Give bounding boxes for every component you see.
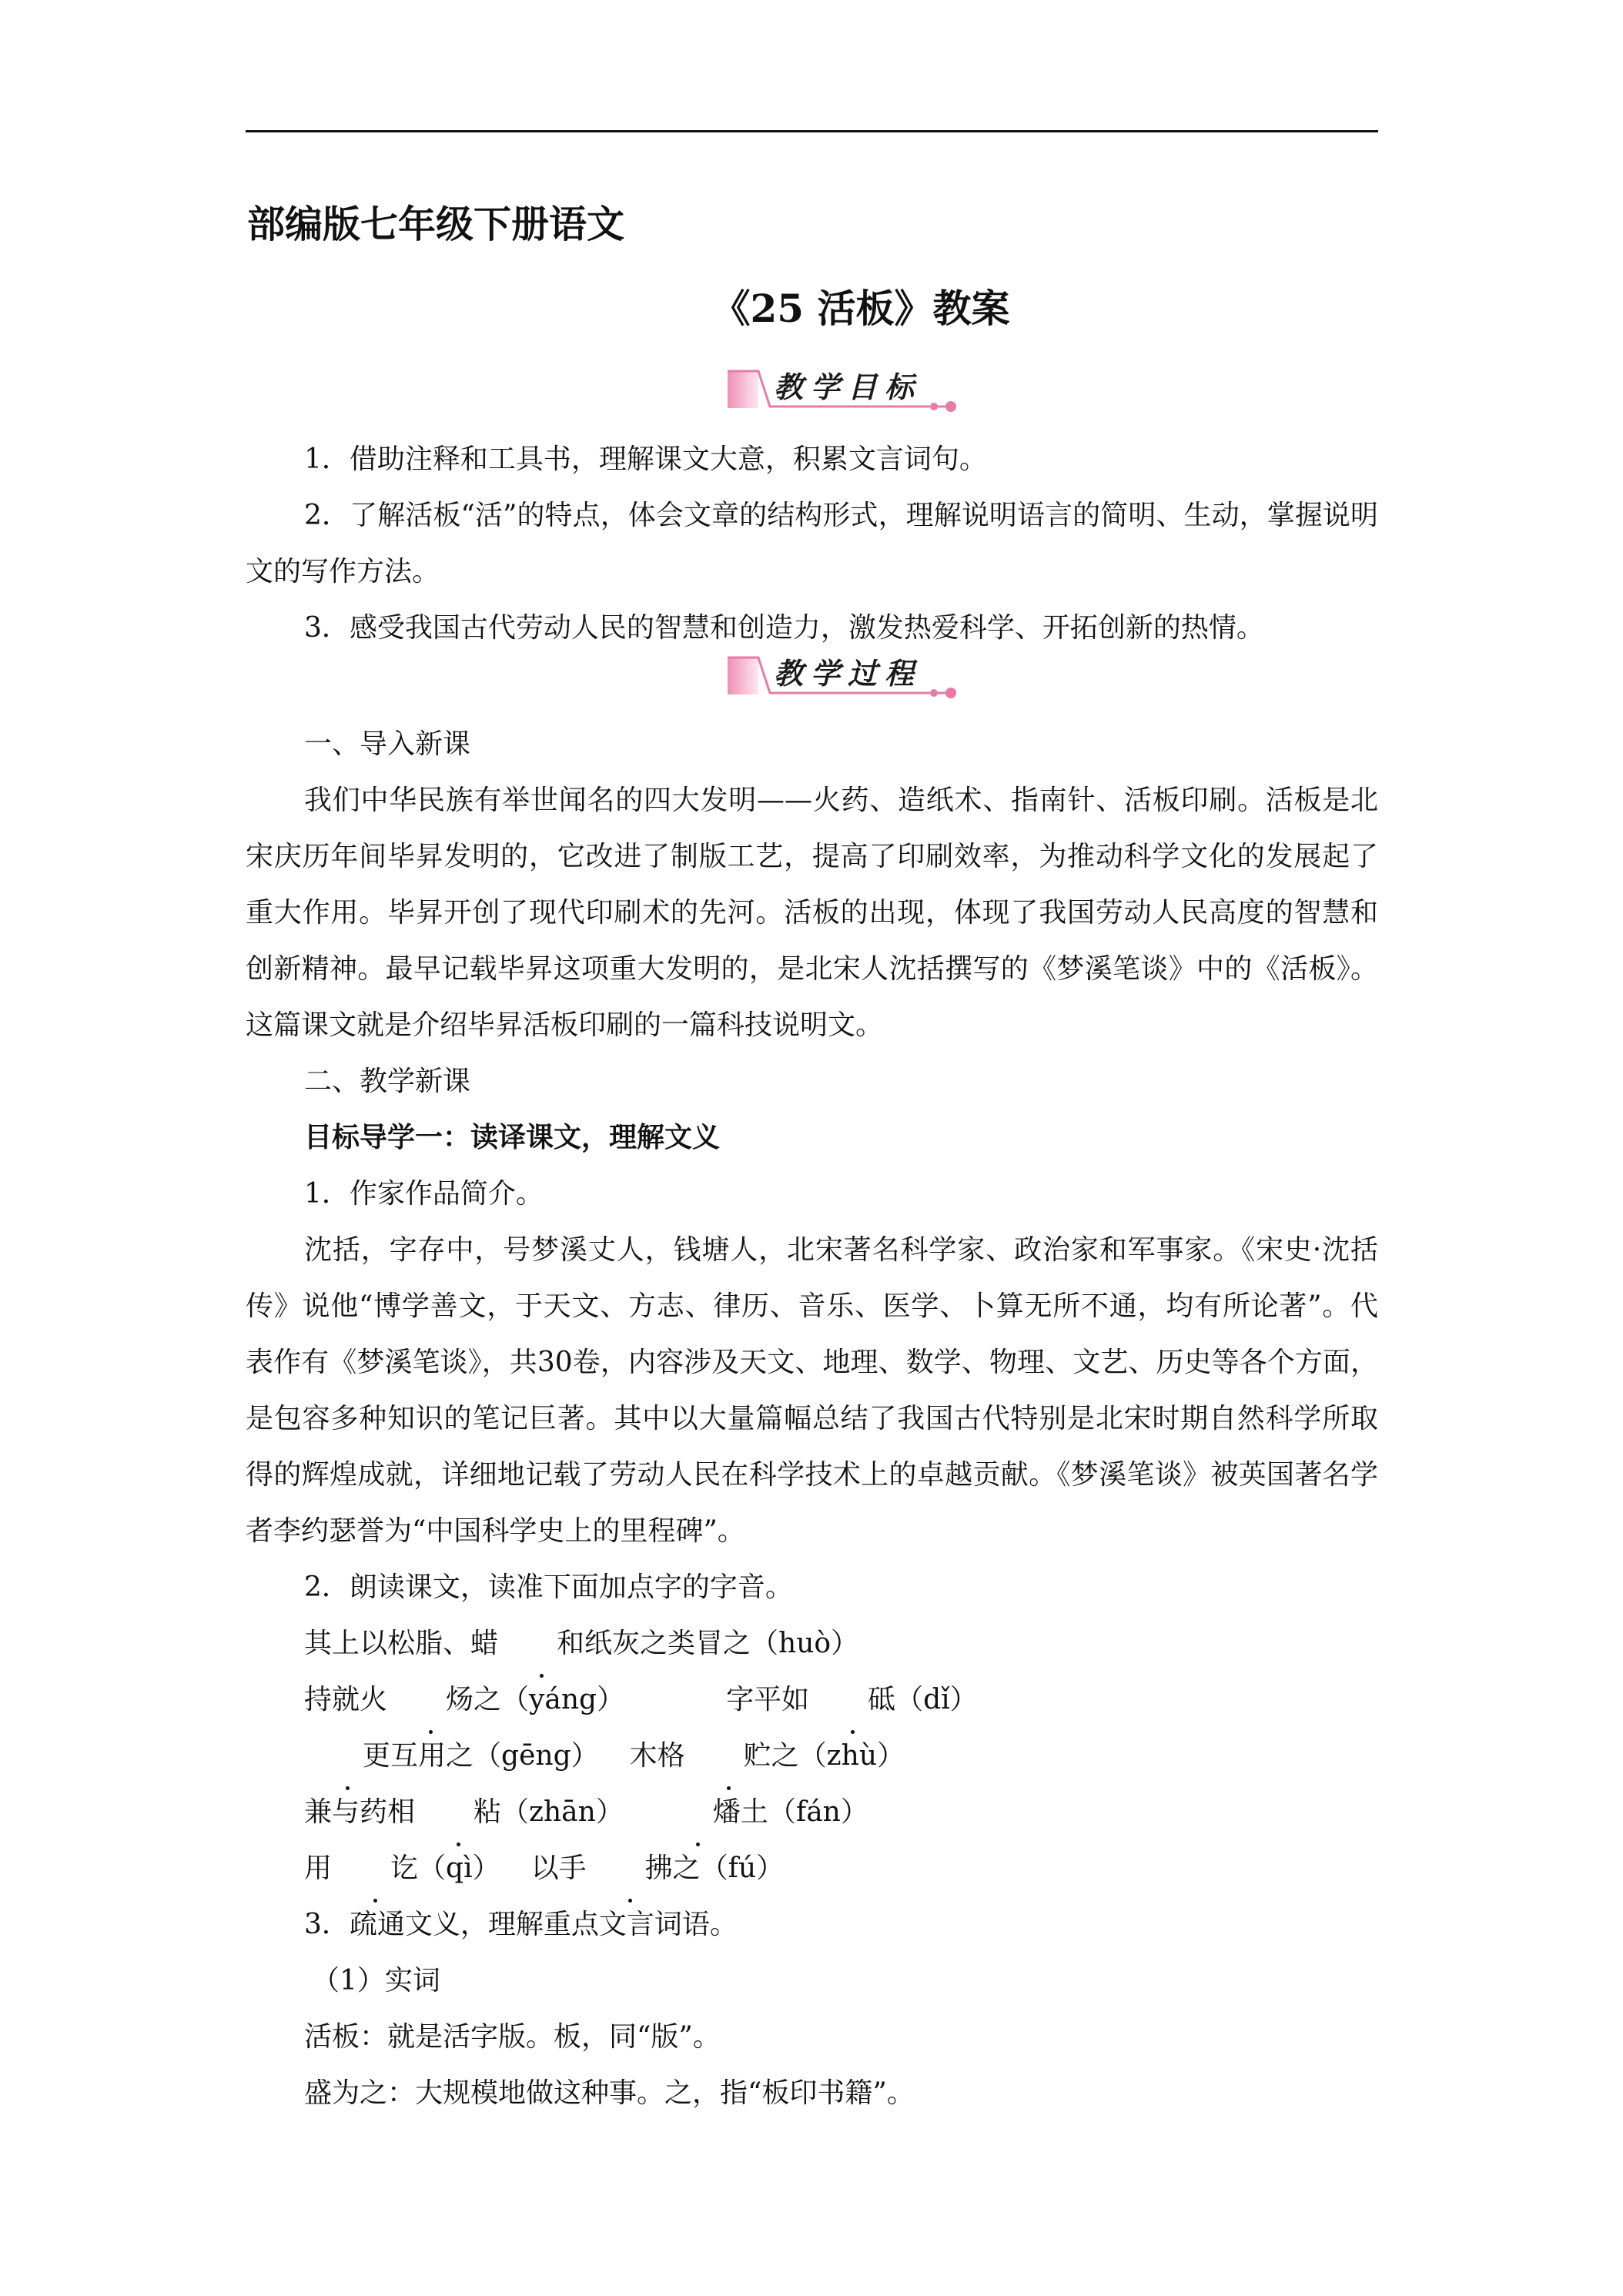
dotted-char: 砥	[809, 1672, 895, 1728]
dotted-char: 和	[498, 1615, 584, 1672]
pronunciation-line: 兼与药相 粘（zhān） 燔土（fán）	[246, 1784, 1378, 1840]
objective-item: 2．了解活板“活”的特点，体会文章的结构形式，理解说明语言的简明、生动，掌握说明文的写作方法。	[246, 500, 1378, 587]
pinyin: （huò）	[751, 1628, 859, 1659]
part2-heading: 二、教学新课	[304, 1066, 471, 1097]
part1-text: 我们中华民族有举世闻名的四大发明——火药、造纸术、指南针、活板印刷。活板是北宋庆历年间毕昇发明的，它改进了制版工艺，提高了印刷效率，为推动科学文化的发展起了重大作用。毕昇开创了现代印刷术的先河。活板的出现，体现了我国劳动人民高度的智慧和创新精神。最早记载毕昇这项重大发明的，是北宋人沈括撰写的《梦溪笔谈》中的《活板》。这篇课文就是介绍毕昇活板印刷的一篇科技说明文。	[246, 785, 1378, 1041]
dotted-char: 炀	[387, 1672, 474, 1728]
dotted-char: 粘	[415, 1784, 501, 1840]
objectives-badge-label: 教学目标	[774, 370, 922, 404]
item1-text: 沈括，字存中，号梦溪丈人，钱塘人，北宋著名科学家、政治家和军事家。《宋史·沈括传》说他“博学善文，于天文、方志、律历、音乐、医学、卜算无所不通，均有所论著”。代表作有《梦溪笔谈》，共30卷，内容涉及天文、地理、数学、物理、文艺、历史等各个方面，是包容多种知识的笔记巨著。其中以大量篇幅总结了我国古代特别是北宋时期自然科学所取得的辉煌成就，详细地记载了劳动人民在科学技术上的卓越贡献。《梦溪笔谈》被英国著名学者李约瑟誉为“中国科学史上的里程碑”。	[246, 1234, 1378, 1547]
objective-item: 1．借助注释和工具书，理解课文大意，积累文言词句。	[304, 443, 987, 475]
series-title: 部编版七年级下册语文	[247, 202, 625, 246]
item1-heading: 1．作家作品简介。	[304, 1178, 544, 1210]
process-body	[246, 716, 1378, 2121]
item3-heading: 3．疏通文义，理解重点文言词语。	[304, 1909, 738, 1940]
pinyin: （qì）	[418, 1853, 500, 1884]
objective-item: 3．感受我国古代劳动人民的智慧和创造力，激发热爱科学、开拓创新的热情。	[304, 612, 1264, 644]
pinyin: （yáng）	[501, 1684, 625, 1715]
pinyin: （zhān）	[501, 1796, 624, 1828]
dotted-char: 燔	[654, 1784, 741, 1840]
pinyin: （zhù）	[798, 1740, 905, 1772]
dotted-char: 贮	[685, 1728, 771, 1784]
pinyin: （fán）	[768, 1796, 868, 1828]
lesson-title: 《25 活板》教案	[711, 286, 1010, 331]
pronunciation-line: 更互用之（gēng） 木格 贮之（zhù）	[246, 1728, 1378, 1784]
dotted-char: 更	[304, 1728, 390, 1784]
pronunciation-line: 持就火 炀之（yáng） 字平如 砥（dǐ）	[246, 1672, 1378, 1728]
dotted-char: 拂	[587, 1840, 673, 1896]
glossary-item: 盛为之：大规模地做这种事。之，指“板印书籍”。	[304, 2077, 915, 2109]
goal1-heading: 目标导学一：读译课文，理解文义	[304, 1122, 721, 1153]
item2-heading: 2．朗读课文，读准下面加点字的字音。	[304, 1571, 793, 1603]
pinyin: （gēng）	[474, 1740, 599, 1772]
objectives-list	[246, 431, 1378, 656]
process-badge	[728, 654, 959, 699]
part1-heading: 一、导入新课	[304, 728, 471, 760]
dotted-char: 讫	[332, 1840, 418, 1896]
pinyin: （dǐ）	[895, 1684, 978, 1715]
pronunciation-line: 其上以松脂、蜡 和纸灰之类冒之（huò）	[246, 1615, 1378, 1672]
pronunciation-line: 用 讫（qì） 以手 拂之（fú）	[246, 1840, 1378, 1896]
objectives-badge	[728, 368, 959, 413]
glossary-item: 活板：就是活字版。板，同“版”。	[304, 2021, 721, 2053]
header-rule	[246, 130, 1378, 132]
pinyin: （fú）	[700, 1853, 785, 1884]
sub1-heading: （1）实词	[312, 1965, 440, 1996]
process-badge-label: 教学过程	[774, 656, 922, 691]
